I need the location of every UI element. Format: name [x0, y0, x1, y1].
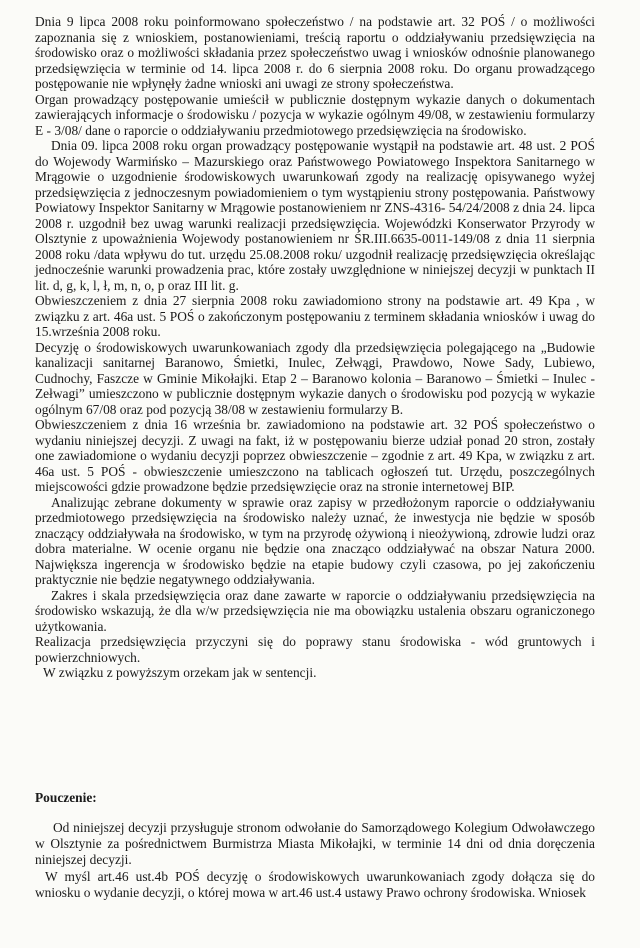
decision-justification-text	[35, 14, 595, 681]
paragraph-analysis: Analizując zebrane dokumenty w sprawie oraz zapisy w przedłożonym raporcie o oddziaływaniu przedmiotowego przedsięwzięcia na środowisko należy uznać, że inwestycja nie będzie w sposób znaczący oddziaływała na środowisko, w tym na przyrodę ożywioną i nieożywioną, zdrowie ludzi oraz dobra materialne. W ocenie organu nie będzie ona znacząco oddziaływać na obszar Natura 2000. Największa ingerencja w środowisko będzie na etapie budowy czyli czasowa, po jej zakończeniu praktycznie nie będzie negatywnego oddziaływania.	[35, 494, 595, 587]
instruction-appeal-paragraph: Od niniejszej decyzji przysługuje stronom odwołanie do Samorządowego Kolegium Odwoławczego w Olsztynie za pośrednictwem Burmistrza Miasta Mikołajki, w terminie 14 dni od dnia doręczenia niniejszej decyzji.	[35, 820, 595, 867]
paragraph-improvement: Realizacja przedsięwzięcia przyczyni się do poprawy stanu środowiska - wód gruntowych i powierzchniowych.	[35, 634, 595, 665]
paragraph-announcement-27-august: Obwieszczeniem z dnia 27 sierpnia 2008 roku zawiadomiono strony na podstawie art. 49 Kpa , w związku z art. 46a ust. 5 POŚ o zakończonym postępowaniu z terminem składania wniosków i uwag do 15.września 2008 roku.	[35, 293, 595, 339]
instruction-attachment-paragraph: W myśl art.46 ust.4b POŚ decyzję o środowiskowych uwarunkowaniach zgody dołącza się do wniosku o wydanie decyzji, o której mowa w art.46 ust.4 ustawy Prawo ochrony środowiska. Wniosek	[35, 869, 595, 900]
paragraph-scope: Zakres i skala przedsięwzięcia oraz dane zawarte w raporcie o oddziaływaniu przedsięwzięcia na środowisko wskazują, że dla w/w przedsięwzięcia nie ma obowiązku ustalenia obszaru ograniczonego użytkowania.	[35, 587, 595, 634]
paragraph-public-notice: Dnia 9 lipca 2008 roku poinformowano społeczeństwo / na podstawie art. 32 POŚ / o możliwości zapoznania się z wnioskiem, postanowieniami, treścią raportu o oddziaływaniu przedsięwzięcia na środowisko oraz o możliwości składania przez społeczeństwo uwag i wniosków odnośnie planowanego przedsięwzięcia w terminie od 14. lipca 2008 r. do 6 sierpnia 2008 roku. Do organu prowadzącego postępowanie nie wpłynęły żadne wnioski ani uwagi ze strony społeczeństwa.	[35, 14, 595, 91]
instruction-heading: Pouczenie:	[35, 790, 97, 805]
instruction-text	[35, 820, 595, 901]
paragraph-conclusion: W związku z powyższym orzekam jak w sentencji.	[43, 665, 317, 680]
paragraph-announcement-16-september: Obwieszczeniem z dnia 16 września br. zawiadomiono na podstawie art. 32 POŚ społeczeństwo o wydaniu niniejszej decyzji. Z uwagi na fakt, iż w postępowaniu bierze udział ponad 20 stron, zostały one zawiadomione o wydaniu decyzji poprzez obwieszczenie – zgodnie z art. 49 Kpa, w związku z art. 46a ust. 5 POŚ - obwieszczenie umieszczono na tablicach ogłoszeń tut. Urzędu, poszczególnych miejscowości gdzie prowadzone będzie przedsięwzięcie oraz na stronie internetowej BIP.	[35, 417, 595, 494]
paragraph-decision-register: Decyzję o środowiskowych uwarunkowaniach zgody dla przedsięwzięcia polegającego na „Budowie kanalizacji sanitarnej Baranowo, Śmietki, Inulec, Zełwągi, Prawdowo, Nowe Sady, Lubiewo, Cudnochy, Faszcze w Gminie Mikołajki. Etap 2 – Baranowo kolonia – Baranowo – Śmietki – Inulec - Zełwagi” umieszczono w publicznie dostępnym wykazie danych o środowisku pod pozycją w wykazie ogólnym 67/08 oraz pod pozycją 38/08 w zestawieniu formularzy B.	[35, 339, 595, 417]
paragraph-agreements: Dnia 09. lipca 2008 roku organ prowadzący postępowanie wystąpił na podstawie art. 48 ust. 2 POŚ do Wojewody Warmińsko – Mazurskiego oraz Państwowego Powiatowego Inspektora Sanitarnego w Mrągowie o uzgodnienie środowiskowych uwarunkowań zgody na realizację opisywanego wyżej przedsięwzięcia z jednoczesnym powiadomieniem o tym wystąpieniu strony postępowania. Państwowy Powiatowy Inspektor Sanitarny w Mrągowie postanowieniem nr ZNS-4316- 54/24/2008 z dnia 24. lipca 2008 r. uzgodnił bez uwag warunki realizacji przedsięwzięcia. Wojewódzki Konserwator Przyrody w Olsztynie z upoważnienia Wojewody postanowieniem nr ŚR.III.6635-0011-149/08 z dnia 11 sierpnia 2008 roku /data wpływu do tut. urzędu 25.08.2008 roku/ uzgodnił realizację przedsięwzięcia określając jednocześnie warunki prowadzenia prac, które zostały uwzględnione w niniejszej decyzji w punktach II lit. d, g, k, l, ł, m, n, o, p oraz III lit. g.	[35, 138, 595, 293]
paragraph-public-register: Organ prowadzący postępowanie umieścił w publicznie dostępnym wykazie danych o dokumentach zawierających informacje o środowisku / pozycja w wykazie ogólnym 49/08, w zestawieniu formularzy E - 3/08/ dane o raporcie o oddziaływaniu przedmiotowego przedsięwzięcia na środowisko.	[35, 91, 595, 138]
